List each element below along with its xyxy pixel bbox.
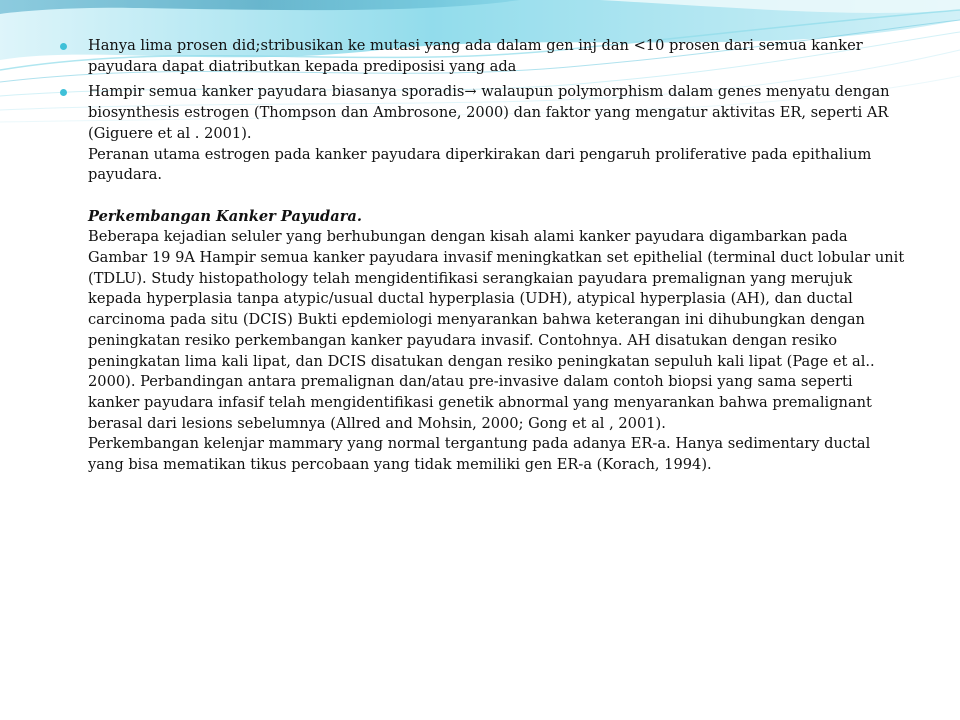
text-line: biosynthesis estrogen (Thompson dan Ambrosone, 2000) dan faktor yang mengatur aktivitas ER, seperti AR: [88, 104, 889, 122]
section-heading: Perkembangan Kanker Payudara.: [88, 207, 362, 225]
bullet-dot-icon: [60, 43, 67, 50]
text-line: carcinoma pada situ (DCIS) Bukti epdemiologi menyarankan bahwa keterangan ini dihubungkan dengan: [88, 311, 865, 329]
text-line: peningkatan resiko perkembangan kanker payudara invasif. Contohnya. AH disatukan dengan resiko: [88, 331, 838, 349]
text-line: 2000). Perbandingan antara premalignan dan/atau pre-invasive dalam contoh biopsi yang sama seperti: [88, 373, 853, 391]
text-line: Hanya lima prosen did;stribusikan ke mutasi yang ada dalam gen inj dan <10 prosen dari semua kanker: [88, 37, 863, 54]
text-line: Hampir semua kanker payudara biasanya sporadis→ walaupun polymorphism dalam genes menyatu dengan: [88, 83, 890, 101]
text-line: yang bisa mematikan tikus percobaan yang tidak memiliki gen ER-a (Korach, 1994).: [88, 456, 712, 474]
bullet-list: [60, 36, 910, 476]
content-area: [60, 36, 910, 481]
text-line: (Giguere et al . 2001).: [88, 124, 252, 142]
text-line: Beberapa kejadian seluler yang berhubungan dengan kisah alami kanker payudara digambarkan pada: [88, 228, 848, 246]
bullet-item: [60, 82, 910, 475]
text-line: peningkatan lima kali lipat, dan DCIS disatukan dengan resiko peningkatan sepuluh kali lipat (Page et al..: [88, 352, 875, 370]
text-line: payudara.: [88, 166, 163, 184]
text-line: kepada hyperplasia tanpa atypic/usual ductal hyperplasia (UDH), atypical hyperplasia (AH), dan ductal: [88, 290, 853, 308]
bullet-item: [60, 36, 910, 77]
text-line: Peranan utama estrogen pada kanker payudara diperkirakan dari pengaruh proliferative pada epithalium: [88, 145, 872, 163]
text-line: Gambar 19 9A Hampir semua kanker payudara invasif meningkatkan set epithelial (terminal duct lobular unit: [88, 249, 905, 267]
bullet-dot-icon: [60, 89, 67, 96]
text-line: kanker payudara infasif telah mengidentifikasi genetik abnormal yang menyarankan bahwa premalignant: [88, 393, 872, 411]
text-line: (TDLU). Study histopathology telah mengidentifikasi serangkaian payudara premalignan yang merujuk: [88, 269, 853, 287]
text-line: payudara dapat diatributkan kepada prediposisi yang ada: [88, 57, 517, 75]
blank-line: [88, 186, 910, 207]
text-line: berasal dari lesions sebelumnya (Allred and Mohsin, 2000; Gong et al , 2001).: [88, 414, 666, 432]
text-line: Perkembangan kelenjar mammary yang normal tergantung pada adanya ER-a. Hanya sedimentary ductal: [88, 435, 871, 453]
